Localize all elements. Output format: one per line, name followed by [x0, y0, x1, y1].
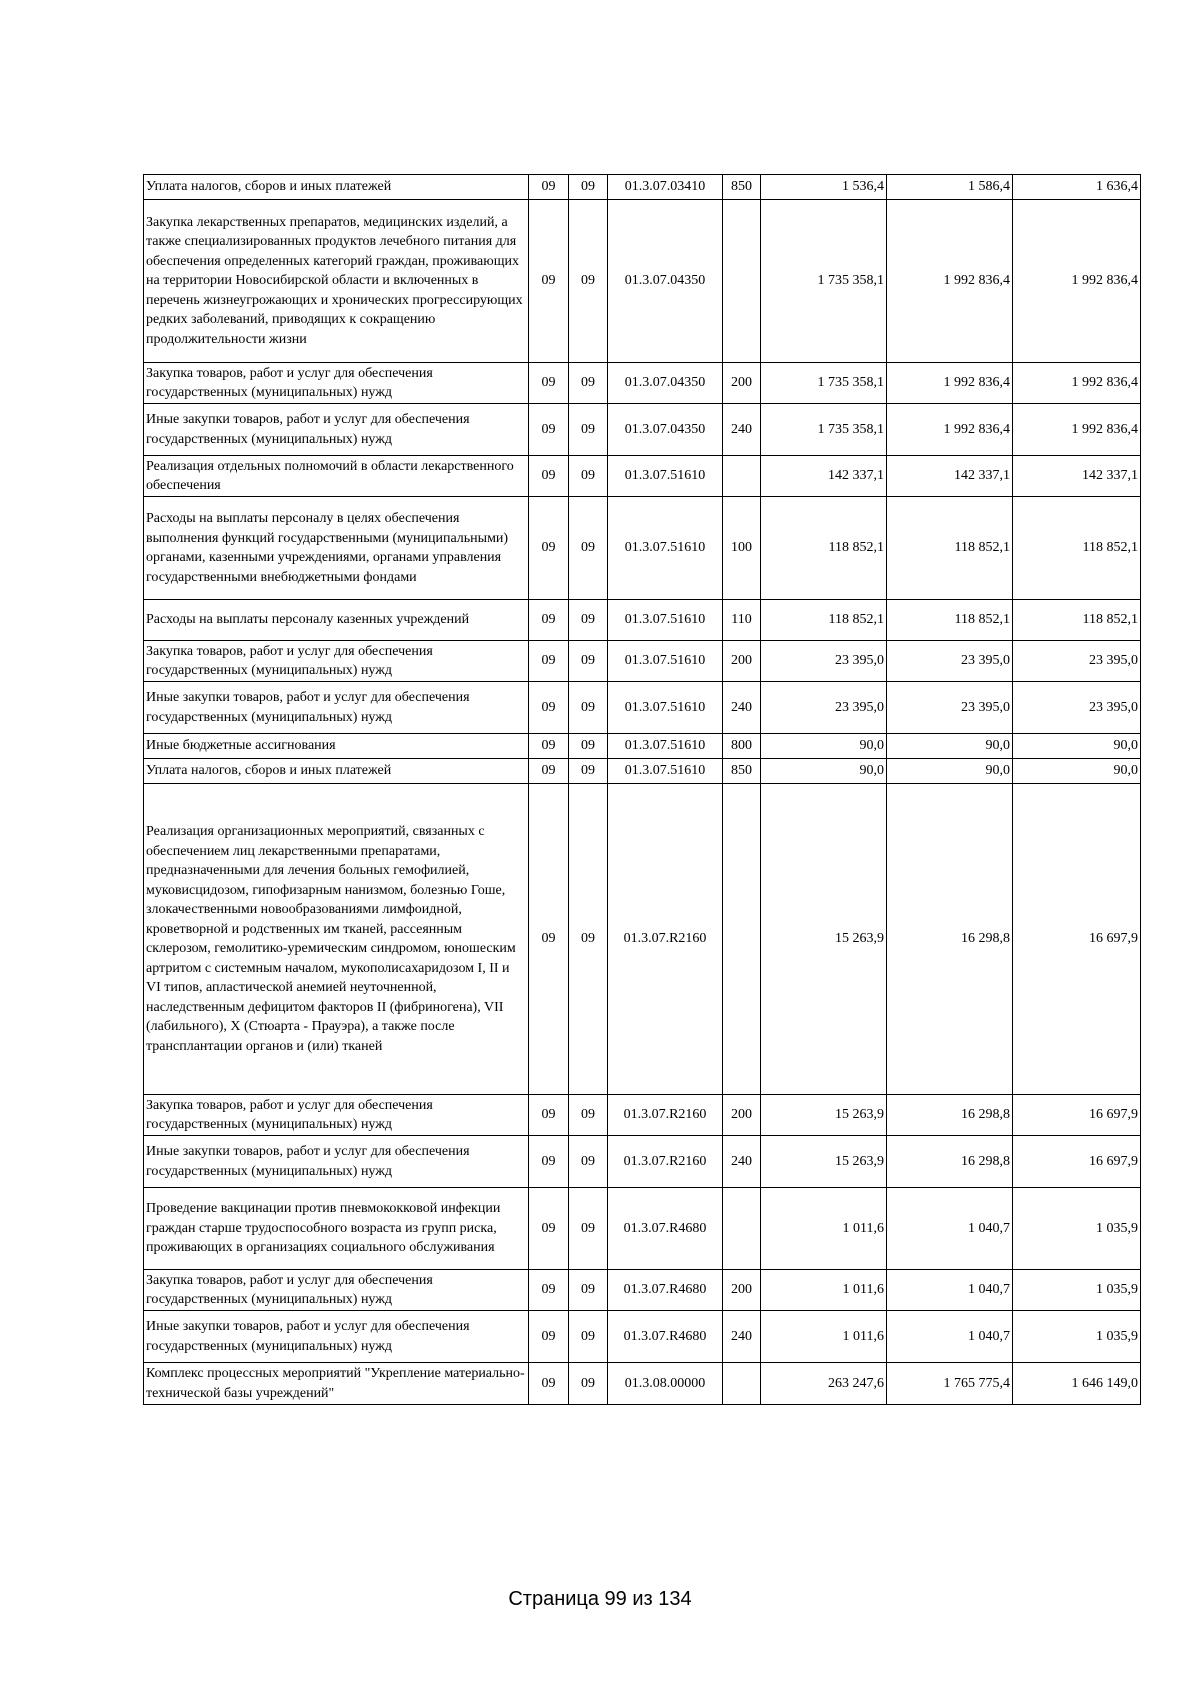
budget-table — [143, 174, 1141, 1405]
amount-year1-cell: 263 247,6 — [761, 1363, 887, 1405]
expense-name-cell: Реализация отдельных полномочий в области лекарственного обеспечения — [144, 456, 529, 497]
section-code-cell: 09 — [529, 363, 569, 404]
section-code-cell: 09 — [529, 600, 569, 641]
target-article-cell: 01.3.07.51610 — [608, 641, 723, 682]
amount-year3-cell: 16 697,9 — [1013, 784, 1141, 1095]
expense-name-cell: Иные закупки товаров, работ и услуг для обеспечения государственных (муниципальных) нужд — [144, 1136, 529, 1188]
amount-year1-cell: 142 337,1 — [761, 456, 887, 497]
amount-year2-cell: 118 852,1 — [887, 497, 1013, 600]
section-code-cell: 09 — [529, 759, 569, 784]
expense-name-cell: Иные закупки товаров, работ и услуг для обеспечения государственных (муниципальных) нужд — [144, 1311, 529, 1363]
table-row — [144, 404, 1141, 456]
amount-year1-cell: 1 735 358,1 — [761, 200, 887, 363]
subsection-code-cell: 09 — [569, 1188, 608, 1270]
amount-year2-cell: 1 992 836,4 — [887, 404, 1013, 456]
expense-type-cell: 240 — [723, 404, 761, 456]
subsection-code-cell: 09 — [569, 404, 608, 456]
amount-year1-cell: 1 735 358,1 — [761, 404, 887, 456]
target-article-cell: 01.3.07.R2160 — [608, 1095, 723, 1136]
subsection-code-cell: 09 — [569, 1363, 608, 1405]
amount-year1-cell: 90,0 — [761, 734, 887, 759]
amount-year3-cell: 1 992 836,4 — [1013, 404, 1141, 456]
amount-year2-cell: 90,0 — [887, 734, 1013, 759]
amount-year3-cell: 1 992 836,4 — [1013, 363, 1141, 404]
table-row — [144, 456, 1141, 497]
table-row — [144, 1311, 1141, 1363]
amount-year2-cell: 118 852,1 — [887, 600, 1013, 641]
table-row — [144, 363, 1141, 404]
subsection-code-cell: 09 — [569, 784, 608, 1095]
section-code-cell: 09 — [529, 641, 569, 682]
expense-type-cell: 240 — [723, 1311, 761, 1363]
subsection-code-cell: 09 — [569, 1270, 608, 1311]
table-row — [144, 1095, 1141, 1136]
amount-year3-cell: 118 852,1 — [1013, 600, 1141, 641]
target-article-cell: 01.3.07.51610 — [608, 759, 723, 784]
amount-year3-cell: 1 646 149,0 — [1013, 1363, 1141, 1405]
amount-year2-cell: 142 337,1 — [887, 456, 1013, 497]
table-row — [144, 682, 1141, 734]
amount-year3-cell: 1 035,9 — [1013, 1188, 1141, 1270]
amount-year2-cell: 1 040,7 — [887, 1188, 1013, 1270]
amount-year2-cell: 16 298,8 — [887, 1136, 1013, 1188]
amount-year3-cell: 16 697,9 — [1013, 1095, 1141, 1136]
amount-year1-cell: 15 263,9 — [761, 1136, 887, 1188]
target-article-cell: 01.3.08.00000 — [608, 1363, 723, 1405]
expense-name-cell: Реализация организационных мероприятий, связанных с обеспечением лиц лекарственными препаратами, предназначенными для лечения больных гемофилией, муковисцидозом, гипофизарным нанизмом, болезнью Гоше, злокачественными новообразованиями лимфоидной, кроветворной и родственных им тканей, рассеянным склерозом, гемолитико-уремическим синдромом, юношеским артритом с системным началом, мукополисахаридозом I, II и VI типов, апластической анемией неуточненной, наследственным дефицитом факторов II (фибриногена), VII (лабильного), X (Стюарта - Прауэра), а также после трансплантации органов и (или) тканей — [144, 784, 529, 1095]
expense-name-cell: Проведение вакцинации против пневмококковой инфекции граждан старше трудоспособного возраста из групп риска, проживающих в организациях социального обслуживания — [144, 1188, 529, 1270]
expense-name-cell: Иные закупки товаров, работ и услуг для обеспечения государственных (муниципальных) нужд — [144, 682, 529, 734]
amount-year1-cell: 1 536,4 — [761, 175, 887, 200]
amount-year2-cell: 23 395,0 — [887, 641, 1013, 682]
table-row — [144, 1363, 1141, 1405]
expense-type-cell: 200 — [723, 1095, 761, 1136]
subsection-code-cell: 09 — [569, 363, 608, 404]
expense-name-cell: Закупка лекарственных препаратов, медицинских изделий, а также специализированных продуктов лечебного питания для обеспечения определенных категорий граждан, проживающих на территории Новосибирской области и включенных в перечень жизнеугрожающих и хронических прогрессирующих редких заболеваний, приводящих к сокращению продолжительности жизни — [144, 200, 529, 363]
expense-name-cell: Уплата налогов, сборов и иных платежей — [144, 175, 529, 200]
subsection-code-cell: 09 — [569, 456, 608, 497]
amount-year3-cell: 1 992 836,4 — [1013, 200, 1141, 363]
table-row — [144, 200, 1141, 363]
section-code-cell: 09 — [529, 200, 569, 363]
table-row — [144, 759, 1141, 784]
amount-year3-cell: 1 035,9 — [1013, 1311, 1141, 1363]
expense-name-cell: Иные бюджетные ассигнования — [144, 734, 529, 759]
expense-name-cell: Закупка товаров, работ и услуг для обеспечения государственных (муниципальных) нужд — [144, 1095, 529, 1136]
amount-year2-cell: 23 395,0 — [887, 682, 1013, 734]
expense-type-cell: 850 — [723, 759, 761, 784]
section-code-cell: 09 — [529, 1136, 569, 1188]
section-code-cell: 09 — [529, 1311, 569, 1363]
section-code-cell: 09 — [529, 682, 569, 734]
expense-type-cell — [723, 456, 761, 497]
expense-name-cell: Комплекс процессных мероприятий "Укрепление материально-технической базы учреждений" — [144, 1363, 529, 1405]
expense-type-cell: 100 — [723, 497, 761, 600]
amount-year2-cell: 1 992 836,4 — [887, 363, 1013, 404]
budget-table-body — [144, 175, 1141, 1405]
expense-name-cell: Расходы на выплаты персоналу казенных учреждений — [144, 600, 529, 641]
section-code-cell: 09 — [529, 1363, 569, 1405]
amount-year2-cell: 1 040,7 — [887, 1311, 1013, 1363]
subsection-code-cell: 09 — [569, 200, 608, 363]
expense-type-cell — [723, 1188, 761, 1270]
subsection-code-cell: 09 — [569, 641, 608, 682]
expense-name-cell: Закупка товаров, работ и услуг для обеспечения государственных (муниципальных) нужд — [144, 363, 529, 404]
expense-type-cell: 240 — [723, 1136, 761, 1188]
target-article-cell: 01.3.07.R4680 — [608, 1270, 723, 1311]
page-number: Страница 99 из 134 — [508, 1588, 692, 1610]
subsection-code-cell: 09 — [569, 497, 608, 600]
subsection-code-cell: 09 — [569, 1311, 608, 1363]
target-article-cell: 01.3.07.R4680 — [608, 1188, 723, 1270]
table-row — [144, 734, 1141, 759]
amount-year1-cell: 15 263,9 — [761, 1095, 887, 1136]
target-article-cell: 01.3.07.04350 — [608, 200, 723, 363]
expense-name-cell: Расходы на выплаты персоналу в целях обеспечения выполнения функций государственными (муниципальными) органами, казенными учреждениями, органами управления государственными внебюджетными фондами — [144, 497, 529, 600]
section-code-cell: 09 — [529, 175, 569, 200]
target-article-cell: 01.3.07.51610 — [608, 600, 723, 641]
subsection-code-cell: 09 — [569, 682, 608, 734]
target-article-cell: 01.3.07.R2160 — [608, 1136, 723, 1188]
amount-year2-cell: 1 765 775,4 — [887, 1363, 1013, 1405]
amount-year2-cell: 90,0 — [887, 759, 1013, 784]
amount-year1-cell: 1 011,6 — [761, 1270, 887, 1311]
amount-year3-cell: 118 852,1 — [1013, 497, 1141, 600]
expense-type-cell: 240 — [723, 682, 761, 734]
target-article-cell: 01.3.07.03410 — [608, 175, 723, 200]
amount-year3-cell: 23 395,0 — [1013, 641, 1141, 682]
table-row — [144, 1270, 1141, 1311]
subsection-code-cell: 09 — [569, 600, 608, 641]
table-row — [144, 175, 1141, 200]
subsection-code-cell: 09 — [569, 1095, 608, 1136]
target-article-cell: 01.3.07.R2160 — [608, 784, 723, 1095]
amount-year2-cell: 1 992 836,4 — [887, 200, 1013, 363]
subsection-code-cell: 09 — [569, 759, 608, 784]
amount-year3-cell: 23 395,0 — [1013, 682, 1141, 734]
amount-year2-cell: 1 586,4 — [887, 175, 1013, 200]
amount-year3-cell: 1 636,4 — [1013, 175, 1141, 200]
expense-type-cell — [723, 1363, 761, 1405]
table-row — [144, 1136, 1141, 1188]
amount-year3-cell: 16 697,9 — [1013, 1136, 1141, 1188]
amount-year1-cell: 1 011,6 — [761, 1188, 887, 1270]
amount-year1-cell: 23 395,0 — [761, 682, 887, 734]
target-article-cell: 01.3.07.51610 — [608, 682, 723, 734]
section-code-cell: 09 — [529, 1270, 569, 1311]
expense-type-cell: 850 — [723, 175, 761, 200]
expense-name-cell: Закупка товаров, работ и услуг для обеспечения государственных (муниципальных) нужд — [144, 641, 529, 682]
subsection-code-cell: 09 — [569, 175, 608, 200]
amount-year1-cell: 118 852,1 — [761, 600, 887, 641]
section-code-cell: 09 — [529, 404, 569, 456]
expense-type-cell — [723, 200, 761, 363]
subsection-code-cell: 09 — [569, 1136, 608, 1188]
table-row — [144, 1188, 1141, 1270]
amount-year1-cell: 23 395,0 — [761, 641, 887, 682]
section-code-cell: 09 — [529, 497, 569, 600]
section-code-cell: 09 — [529, 734, 569, 759]
expense-name-cell: Закупка товаров, работ и услуг для обеспечения государственных (муниципальных) нужд — [144, 1270, 529, 1311]
expense-type-cell: 200 — [723, 641, 761, 682]
section-code-cell: 09 — [529, 784, 569, 1095]
amount-year1-cell: 118 852,1 — [761, 497, 887, 600]
table-row — [144, 497, 1141, 600]
amount-year1-cell: 90,0 — [761, 759, 887, 784]
expense-type-cell: 800 — [723, 734, 761, 759]
amount-year1-cell: 1 735 358,1 — [761, 363, 887, 404]
amount-year3-cell: 90,0 — [1013, 759, 1141, 784]
target-article-cell: 01.3.07.R4680 — [608, 1311, 723, 1363]
expense-name-cell: Уплата налогов, сборов и иных платежей — [144, 759, 529, 784]
target-article-cell: 01.3.07.04350 — [608, 363, 723, 404]
target-article-cell: 01.3.07.51610 — [608, 497, 723, 600]
expense-type-cell: 200 — [723, 363, 761, 404]
expense-name-cell: Иные закупки товаров, работ и услуг для обеспечения государственных (муниципальных) нужд — [144, 404, 529, 456]
target-article-cell: 01.3.07.51610 — [608, 734, 723, 759]
target-article-cell: 01.3.07.51610 — [608, 456, 723, 497]
section-code-cell: 09 — [529, 1095, 569, 1136]
section-code-cell: 09 — [529, 456, 569, 497]
amount-year2-cell: 16 298,8 — [887, 784, 1013, 1095]
amount-year1-cell: 15 263,9 — [761, 784, 887, 1095]
expense-type-cell: 200 — [723, 1270, 761, 1311]
table-row — [144, 784, 1141, 1095]
target-article-cell: 01.3.07.04350 — [608, 404, 723, 456]
amount-year3-cell: 90,0 — [1013, 734, 1141, 759]
expense-type-cell — [723, 784, 761, 1095]
table-row — [144, 600, 1141, 641]
expense-type-cell: 110 — [723, 600, 761, 641]
amount-year2-cell: 1 040,7 — [887, 1270, 1013, 1311]
section-code-cell: 09 — [529, 1188, 569, 1270]
amount-year1-cell: 1 011,6 — [761, 1311, 887, 1363]
amount-year3-cell: 1 035,9 — [1013, 1270, 1141, 1311]
amount-year3-cell: 142 337,1 — [1013, 456, 1141, 497]
subsection-code-cell: 09 — [569, 734, 608, 759]
table-row — [144, 641, 1141, 682]
amount-year2-cell: 16 298,8 — [887, 1095, 1013, 1136]
